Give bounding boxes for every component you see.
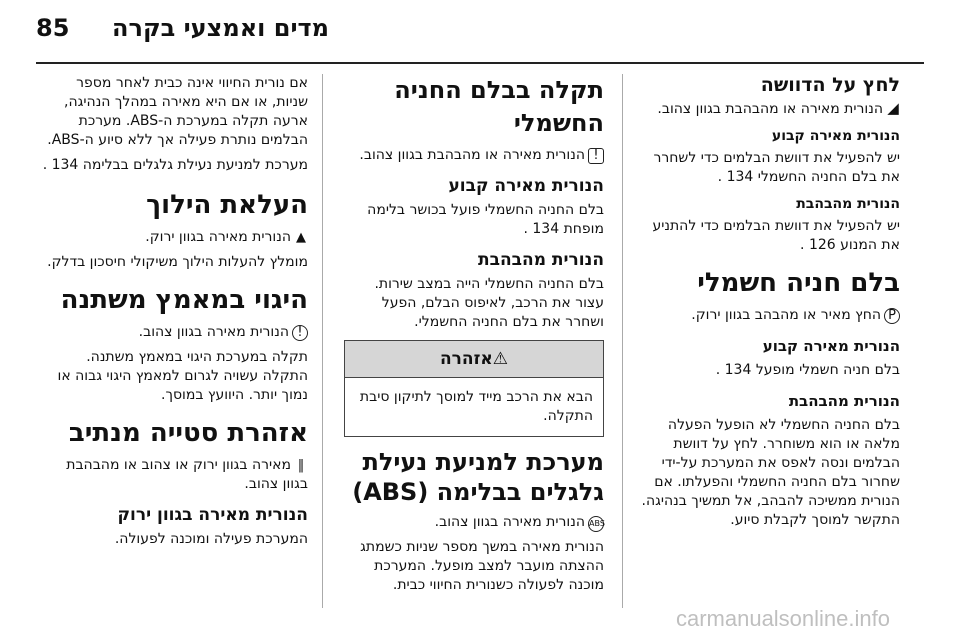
paragraph: בלם חניה חשמלי מופעל 134 .	[715, 362, 900, 378]
steering-wheel-icon: !	[292, 325, 308, 341]
section-intro: ▲הנורית מאירה בגוון ירוק.	[145, 229, 306, 245]
subheading-flashing: הנורית מהבהבת	[788, 392, 900, 410]
section-intro: !הנורית מאירה בגוון צהוב.	[40, 323, 308, 342]
column-right	[640, 74, 900, 536]
section-title-press-pedal: לחץ על הדוושה	[760, 74, 900, 96]
paragraph: מומלץ להעלות הילוך משיקולי חיסכון בדלק.	[47, 254, 308, 270]
section-intro: !הנורית מאירה או מהבהבת בגוון צהוב.	[344, 146, 604, 165]
section-intro: ◢הנורית מאירה או מהבהבת בגוון צהוב.	[657, 99, 899, 117]
section-title-lane-departure: אזהרת סטייה מנתיב	[68, 418, 308, 448]
page-number: 85	[36, 14, 70, 42]
warning-box	[344, 340, 604, 437]
section-intro: ‖מאירה בגוון ירוק או צהוב או מהבהבת בגוון צהוב.	[66, 457, 308, 492]
paragraph: בלם החניה החשמלי פועל בכושר בלימה מופחת 134 .	[367, 202, 604, 237]
column-left	[40, 74, 308, 555]
subheading-lit: הנורית מאירה קבוע	[762, 337, 900, 355]
section-intro: ABSהנורית מאירה בגוון צהוב.	[434, 514, 605, 530]
paragraph: המערכת פעילה ומוכנה לפעולה.	[114, 531, 308, 547]
warning-text: הבא את הרכב מייד למוסך לתיקון סיבת התקלה.	[359, 389, 593, 424]
paragraph: תקלה במערכת היגוי במאמץ משתנה. התקלה עשויה לגרום למאמץ היגוי גבוה או נמוך יותר. היוועץ במוסך.	[57, 349, 308, 403]
section-intro: Pהחץ מאיר או מהבהב בגוון ירוק.	[640, 306, 900, 325]
subheading-lit: הנורית מאירה קבוע	[448, 176, 604, 196]
paragraph: אם נורית החיווי אינה כבית לאחר מספר שניות, או אם היא מאירה במהלך הנהיגה, ארעה תקלה במערכת ה-ABS. מערכת הבלמים נותרת פעילה אך ללא סיוע ה-ABS.	[47, 75, 308, 148]
paragraph: יש להפעיל את דוושת הבלמים כדי לשחרר את בלם החניה החשמלי 134 .	[653, 150, 900, 185]
chapter-title: מדים ואמצעי בקרה	[112, 14, 330, 42]
subheading-lit: הנורית מאירה קבוע	[771, 128, 900, 144]
header-rule	[36, 62, 924, 64]
section-title-variable-steering: היגוי במאמץ משתנה	[60, 285, 308, 315]
section-title-abs: מערכת למניעת נעילת גלגלים בבלימה (ABS)	[352, 448, 604, 506]
brake-fault-icon: !	[588, 148, 604, 164]
parking-brake-icon: P	[884, 308, 900, 324]
paragraph: מערכת למניעת נעילת גלגלים בבלימה 134 .	[42, 157, 308, 173]
section-title-upshift: העלאת הילוך	[146, 190, 308, 220]
page-header	[0, 0, 960, 62]
lane-departure-icon: ‖	[297, 458, 305, 473]
warning-triangle-icon: ⚠	[492, 349, 509, 369]
warning-header: ⚠אזהרה	[345, 341, 603, 378]
subheading-flashing: הנורית מהבהבת	[796, 196, 900, 212]
column-divider-right	[622, 74, 623, 608]
section-title-parking-brake: בלם חניה חשמלי	[697, 268, 900, 298]
upshift-arrow-icon: ▲	[296, 230, 306, 245]
paragraph: הנורית מאירה במשך מספר שניות כשמתג ההצתה מועבר למצב מופעל. המערכת מוכנה לפעולה כשנורית החיווי כבית.	[360, 539, 604, 593]
foot-pedal-icon: ◢	[887, 99, 899, 117]
paragraph: בלם החניה החשמלי לא הופעל הפעלה מלאה או הוא משוחרר. לחץ על דוושת הבלמים ונסה לאפס את המערכת על-ידי שחרור בלם החניה החשמלי והפעלתו. אם הנורית ממשיכה להבהב, אל תמשיך בנהיגה. התקשר למוסך לקבלת סיוע.	[641, 417, 900, 528]
subheading-lit-green: הנורית מאירה בגוון ירוק	[117, 505, 308, 525]
abs-icon: ABS	[588, 516, 604, 532]
subheading-flashing: הנורית מהבהבת	[478, 250, 604, 270]
paragraph: יש להפעיל את דוושת הבלמים כדי להתניע את המנוע 126 .	[652, 218, 900, 253]
section-title-brake-fault: תקלה בבלם החניה החשמלי	[394, 76, 604, 137]
watermark: carmanualsonline.info	[675, 606, 890, 631]
column-middle	[344, 74, 604, 601]
column-divider-left	[322, 74, 323, 608]
paragraph: בלם החניה החשמלי הייה במצב שירות. עצור את הרכב, לאיפוס הבלם, הפעל ושחרר את בלם החניה החשמלי.	[374, 276, 604, 330]
